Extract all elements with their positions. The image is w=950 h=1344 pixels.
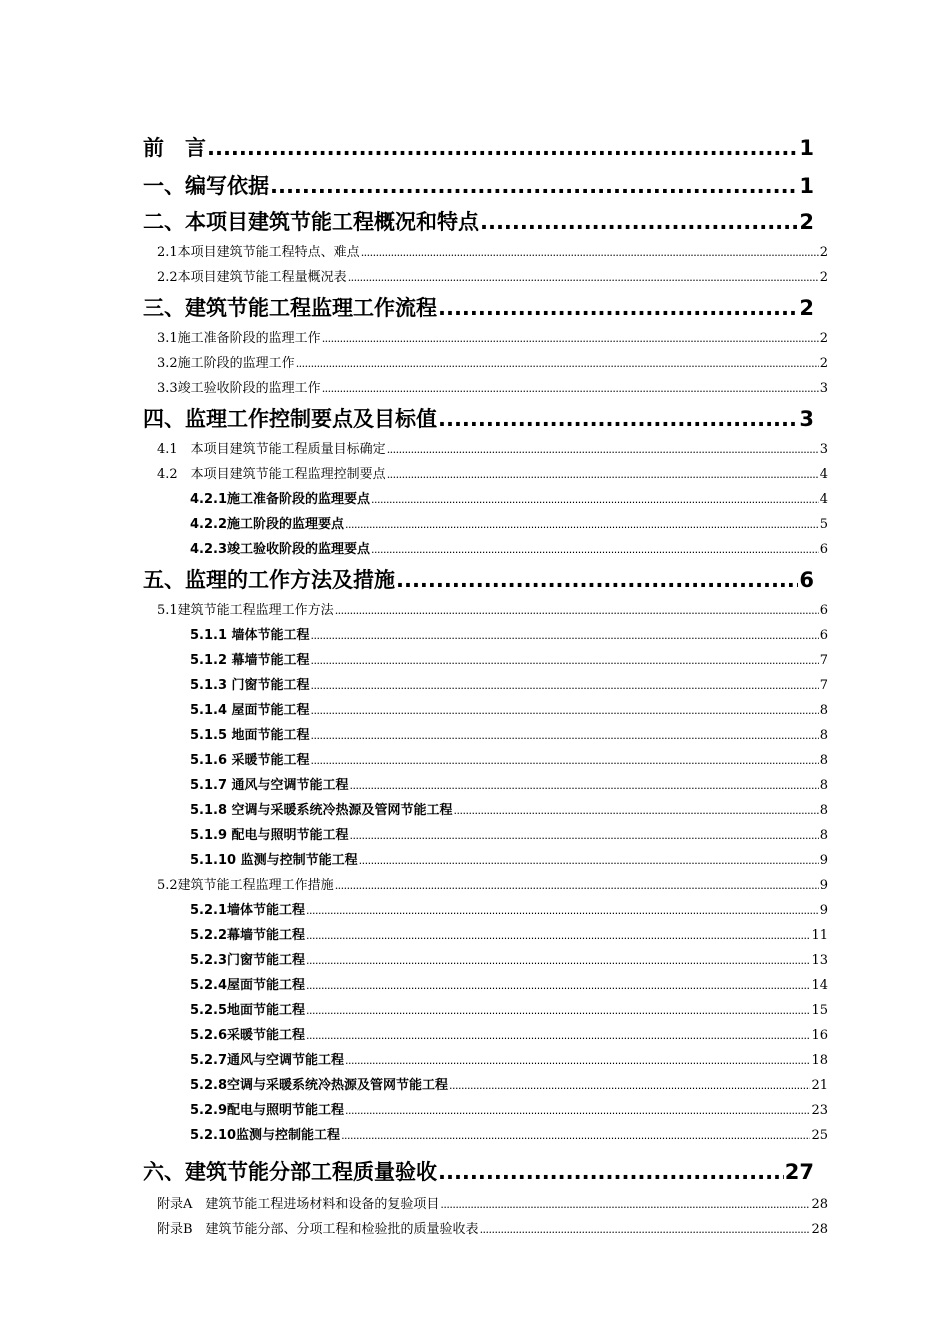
dot-leader [345,1048,810,1073]
toc-title: 5.2.9配电与照明节能工程 [190,1103,345,1118]
toc-page: 13 [811,953,828,968]
toc-page: 2 [799,210,814,234]
toc-page: 25 [811,1128,828,1143]
toc-page: 4 [819,467,828,482]
toc-subentry[interactable] [143,698,828,723]
toc-entry-preface[interactable] [143,128,828,168]
dot-leader [438,1152,784,1192]
toc-subentry[interactable] [143,487,828,512]
dot-leader [345,1098,810,1123]
toc-title: 附录B 建筑节能分部、分项工程和检验批的质量验收表 [157,1222,479,1237]
toc-page: 9 [819,878,828,893]
toc-title: 附录A 建筑节能工程进场材料和设备的复验项目 [157,1197,440,1212]
dot-leader [440,1192,810,1217]
toc-page: 16 [811,1028,828,1043]
toc-page: 28 [811,1222,828,1237]
toc-title: 2.1本项目建筑节能工程特点、难点 [157,245,360,260]
toc-page: 28 [811,1197,828,1212]
toc-entry[interactable] [143,437,828,462]
toc-subentry[interactable] [143,773,828,798]
toc-page: 9 [819,903,828,918]
toc-title: 5.2.2幕墙节能工程 [190,928,306,943]
toc-entry[interactable] [143,265,828,290]
toc-page: 11 [811,928,828,943]
toc-entry[interactable] [143,873,828,898]
toc-page: 4 [819,492,828,507]
dot-leader [335,873,819,898]
toc-title: 5.2.10监测与控制能工程 [190,1128,341,1143]
dot-leader [371,537,819,562]
dot-leader [350,823,819,848]
dot-leader [361,240,819,265]
dot-leader [335,598,819,623]
toc-subentry[interactable] [143,1073,828,1098]
toc-subentry[interactable] [143,1123,828,1148]
toc-page: 8 [819,803,828,818]
dot-leader [396,563,798,598]
toc-title: 4.1 本项目建筑节能工程质量目标确定 [157,442,386,457]
dot-leader [306,898,819,923]
dot-leader [322,326,819,351]
toc-entry-section-6[interactable] [143,1152,828,1192]
toc-title: 4.2.1施工准备阶段的监理要点 [190,492,371,507]
toc-entry[interactable] [143,376,828,401]
toc-subentry[interactable] [143,512,828,537]
toc-page: 8 [819,828,828,843]
dot-leader [345,512,819,537]
toc-page: 2 [799,296,814,320]
dot-leader [270,169,798,204]
toc-page: 18 [811,1053,828,1068]
toc-page: 6 [819,628,828,643]
toc-page: 23 [811,1103,828,1118]
dot-leader [311,673,819,698]
toc-page: 6 [819,603,828,618]
toc-title: 前 言 [143,136,206,160]
toc-page: 1 [799,136,814,160]
dot-leader [350,773,819,798]
toc-title: 5.2.4屋面节能工程 [190,978,306,993]
toc-title: 5.1.2 幕墙节能工程 [190,653,310,668]
toc-title: 一、编写依据 [143,174,269,198]
toc-title: 4.2.2施工阶段的监理要点 [190,517,345,532]
toc-page: 7 [819,653,828,668]
toc-page: 1 [799,174,814,198]
toc-subentry[interactable] [143,848,828,873]
toc-title: 4.2 本项目建筑节能工程监理控制要点 [157,467,386,482]
toc-page: 15 [811,1003,828,1018]
toc-page: 5 [819,517,828,532]
dot-leader [438,291,798,326]
toc-entry-appendix-a[interactable] [143,1192,828,1217]
dot-leader [322,376,819,401]
toc-title: 二、本项目建筑节能工程概况和特点 [143,210,479,234]
table-of-contents [143,124,828,1242]
dot-leader [296,351,819,376]
toc-title: 5.2.1墙体节能工程 [190,903,306,918]
dot-leader [311,698,819,723]
dot-leader [480,1217,811,1242]
toc-page: 27 [784,1160,814,1184]
toc-title: 5.1.4 屋面节能工程 [190,703,310,718]
toc-subentry[interactable] [143,898,828,923]
toc-page: 8 [819,753,828,768]
toc-page: 8 [819,703,828,718]
toc-page: 6 [819,542,828,557]
toc-title: 3.3竣工验收阶段的监理工作 [157,381,321,396]
toc-subentry[interactable] [143,748,828,773]
toc-subentry[interactable] [143,623,828,648]
toc-page: 3 [799,407,814,431]
toc-title: 三、建筑节能工程监理工作流程 [143,296,437,320]
dot-leader [359,848,819,873]
dot-leader [311,748,819,773]
toc-subentry[interactable] [143,537,828,562]
dot-leader [348,265,819,290]
dot-leader [306,1023,810,1048]
dot-leader [341,1123,810,1148]
dot-leader [454,798,819,823]
toc-subentry[interactable] [143,948,828,973]
dot-leader [311,648,819,673]
toc-page: 3 [819,442,828,457]
toc-subentry[interactable] [143,723,828,748]
toc-subentry[interactable] [143,998,828,1023]
toc-page: 21 [811,1078,828,1093]
toc-entry[interactable] [143,326,828,351]
toc-title: 5.2.7通风与空调节能工程 [190,1053,345,1068]
toc-title: 5.1.9 配电与照明节能工程 [190,828,349,843]
toc-page: 9 [819,853,828,868]
toc-title: 5.1.10 监测与控制节能工程 [190,853,358,868]
dot-leader [207,128,798,168]
toc-entry-section-2[interactable] [143,205,828,240]
toc-title: 四、监理工作控制要点及目标值 [143,407,437,431]
toc-title: 5.2建筑节能工程监理工作措施 [157,878,334,893]
toc-entry-section-4[interactable] [143,402,828,437]
toc-subentry[interactable] [143,973,828,998]
dot-leader [306,948,810,973]
toc-subentry[interactable] [143,823,828,848]
toc-title: 5.2.6采暖节能工程 [190,1028,306,1043]
toc-page: 2 [819,331,828,346]
toc-page: 2 [819,356,828,371]
dot-leader [387,462,819,487]
toc-page: 7 [819,678,828,693]
toc-title: 5.1.8 空调与采暖系统冷热源及管网节能工程 [190,803,453,818]
toc-title: 六、建筑节能分部工程质量验收 [143,1160,437,1184]
toc-subentry[interactable] [143,923,828,948]
toc-title: 5.2.8空调与采暖系统冷热源及管网节能工程 [190,1078,449,1093]
dot-leader [306,923,810,948]
toc-title: 5.2.5地面节能工程 [190,1003,306,1018]
toc-entry[interactable] [143,598,828,623]
toc-entry-section-5[interactable] [143,563,828,598]
toc-page: 8 [819,728,828,743]
dot-leader [480,205,798,240]
toc-page: 2 [819,245,828,260]
toc-title: 3.2施工阶段的监理工作 [157,356,295,371]
toc-title: 4.2.3竣工验收阶段的监理要点 [190,542,371,557]
dot-leader [371,487,819,512]
toc-title: 5.1.1 墙体节能工程 [190,628,310,643]
toc-subentry[interactable] [143,1023,828,1048]
toc-entry-section-3[interactable] [143,291,828,326]
toc-title: 5.1建筑节能工程监理工作方法 [157,603,334,618]
toc-page: 2 [819,270,828,285]
toc-entry-section-1[interactable] [143,169,828,204]
toc-title: 5.1.6 采暖节能工程 [190,753,310,768]
toc-title: 5.1.7 通风与空调节能工程 [190,778,349,793]
toc-title: 3.1施工准备阶段的监理工作 [157,331,321,346]
dot-leader [438,402,798,437]
toc-title: 5.2.3门窗节能工程 [190,953,306,968]
toc-page: 6 [799,568,814,592]
toc-title: 五、监理的工作方法及措施 [143,568,395,592]
toc-title: 5.1.5 地面节能工程 [190,728,310,743]
toc-entry-appendix-b[interactable] [143,1217,828,1242]
dot-leader [449,1073,810,1098]
toc-subentry[interactable] [143,798,828,823]
dot-leader [306,973,810,998]
toc-subentry[interactable] [143,673,828,698]
toc-subentry[interactable] [143,1098,828,1123]
toc-subentry[interactable] [143,1048,828,1073]
toc-entry[interactable] [143,240,828,265]
toc-page: 8 [819,778,828,793]
toc-title: 2.2本项目建筑节能工程量概况表 [157,270,347,285]
dot-leader [387,437,819,462]
toc-subentry[interactable] [143,648,828,673]
toc-page: 3 [819,381,828,396]
dot-leader [306,998,810,1023]
toc-title: 5.1.3 门窗节能工程 [190,678,310,693]
dot-leader [311,623,819,648]
toc-entry[interactable] [143,462,828,487]
dot-leader [311,723,819,748]
toc-page: 14 [811,978,828,993]
toc-entry[interactable] [143,351,828,376]
